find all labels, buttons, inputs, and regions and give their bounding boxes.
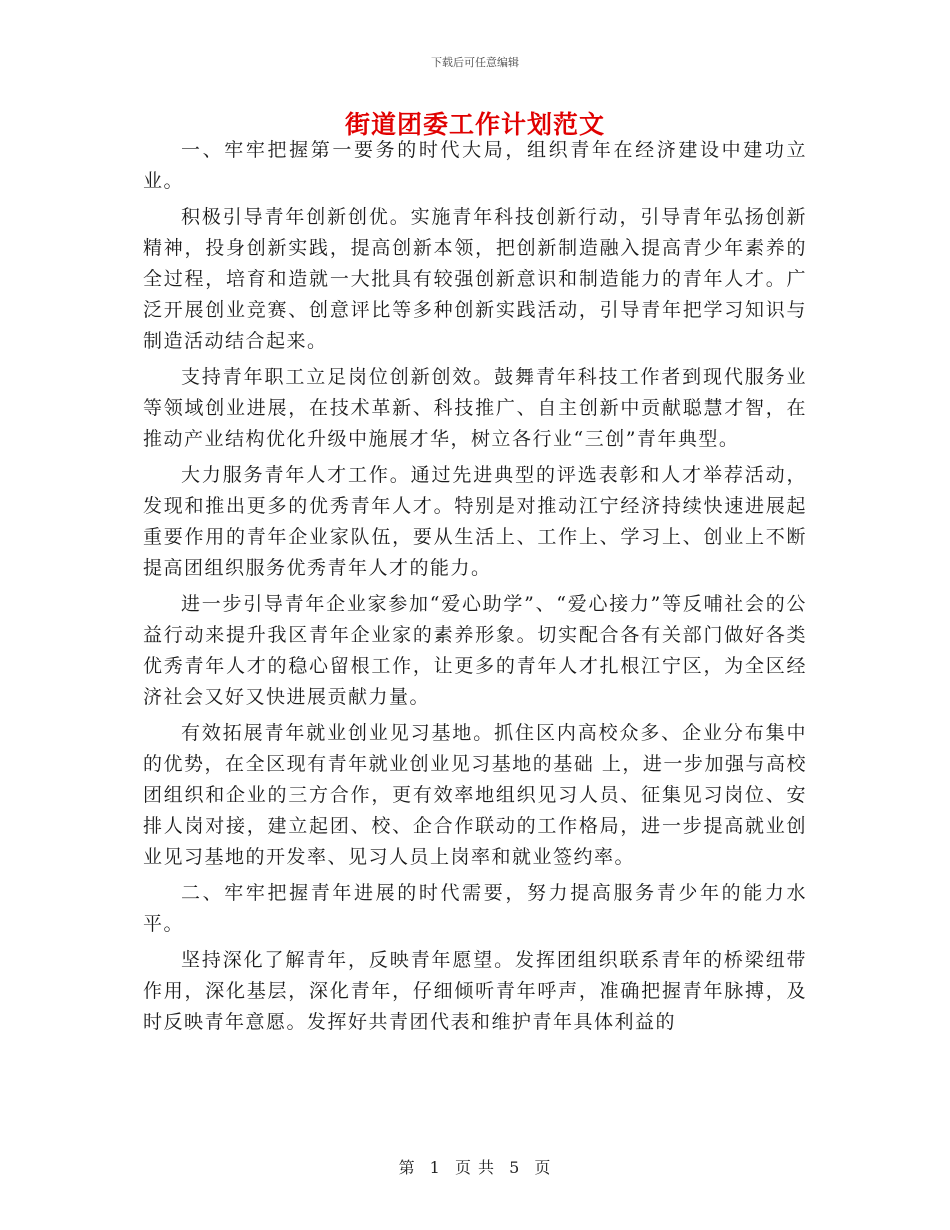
page-number-current: 1 (429, 1158, 441, 1177)
paragraph: 大力服务青年人才工作。通过先进典型的评选表彰和人才举荐活动，发现和推出更多的优秀青年人才。特别是对推动江宁经济持续快速进展起重要作用的青年企业家队伍，要从生活上、工作上、学习上、创业上不断提高团组织服务优秀青年人才的能力。 (143, 464, 807, 579)
paragraph: 有效拓展青年就业创业见习基地。抓住区内高校众多、企业分布集中的优势，在全区现有青年就业创业见习基地的基础 上，进一步加强与高校团组织和企业的三方合作，更有效率地组织见习人员、征集见习岗位、安排人岗对接，建立起团、校、企合作联动的工作格局，进一步提高就业创业见习基地的开发率、见习人员上岗率和就业签约率。 (143, 722, 807, 868)
footer-prefix: 第 (398, 1158, 416, 1177)
paragraph: 支持青年职工立足岗位创新创效。鼓舞青年科技工作者到现代服务业等领域创业进展，在技术革新、科技推广、自主创新中贡献聪慧才智，在推动产业结构优化升级中施展才华，树立各行业“三创”青年典型。 (143, 366, 807, 450)
document-body (143, 135, 807, 1038)
page-number-total: 5 (509, 1158, 521, 1177)
paragraph: 积极引导青年创新创优。实施青年科技创新行动，引导青年弘扬创新精神，投身创新实践，提高创新本领，把创新制造融入提高青少年素养的全过程，培育和造就一大批具有较强创新意识和制造能力的青年人才。广泛开展创业竞赛、创意评比等多种创新实践活动，引导青年把学习知识与制造活动结合起来。 (143, 206, 807, 352)
document-title: 街道团委工作计划范文 (344, 110, 605, 139)
paragraph: 坚持深化了解青年，反映青年愿望。发挥团组织联系青年的桥梁纽带作用，深化基层，深化青年，仔细倾听青年呼声，准确把握青年脉搏，及时反映青年意愿。发挥好共青团代表和维护青年具体利益的 (143, 949, 807, 1033)
paragraph: 进一步引导青年企业家参加“爱心助学”、“爱心接力”等反哺社会的公益行动来提升我区青年企业家的素养形象。切实配合各有关部门做好各类优秀青年人才的稳心留根工作，让更多的青年人才扎根江宁区，为全区经济社会又好又快进展贡献力量。 (143, 593, 807, 708)
page-footer (0, 1155, 950, 1178)
paragraph: 二、牢牢把握青年进展的时代需要，努力提高服务青少年的能力水平。 (143, 882, 807, 935)
footer-middle: 页 共 (454, 1158, 496, 1177)
paragraph: 一、牢牢把握第一要务的时代大局，组织青年在经济建设中建功立业。 (143, 139, 807, 192)
header-note: 下载后可任意编辑 (431, 56, 519, 69)
footer-suffix: 页 (534, 1158, 552, 1177)
